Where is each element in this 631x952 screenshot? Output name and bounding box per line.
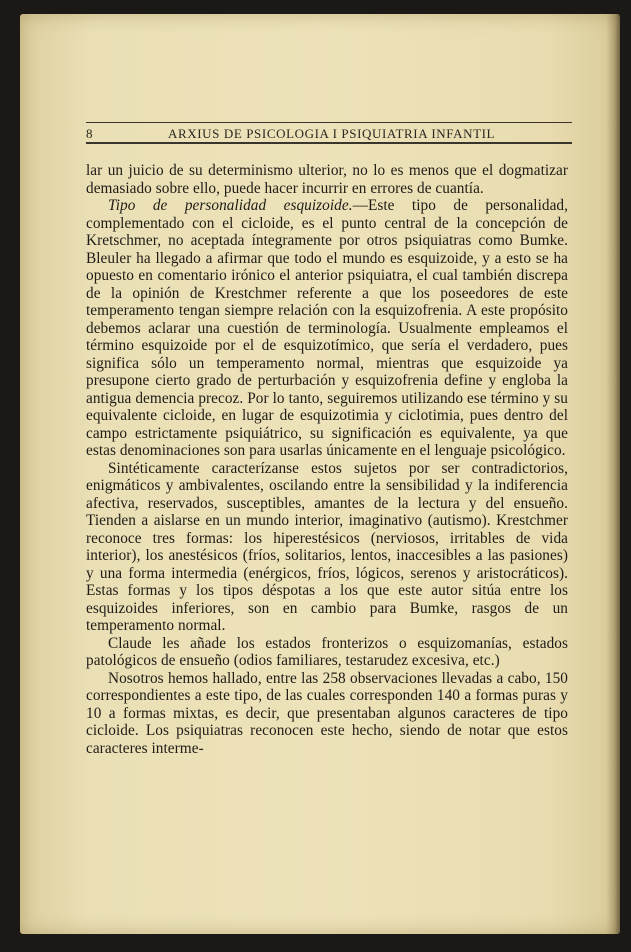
paragraph-1 <box>86 162 568 197</box>
running-header <box>86 122 572 144</box>
body-text <box>86 162 568 757</box>
paragraph-5-text: Nosotros hemos hallado, entre las 258 observaciones llevadas a cabo, 150 correspondientes a este tipo, de las cuales corresponden 140 a formas puras y 10 a formas mixtas, es decir, que presentaban algunos caracteres de tipo cicloide. Los psiquiatras reconocen este hecho, siendo de notar que estos caracteres interme- <box>86 669 568 757</box>
section-heading: Tipo de personalidad esquizoide. <box>108 197 353 214</box>
running-title: ARXIUS DE PSICOLOGIA I PSIQUIATRIA INFANTIL <box>168 126 496 141</box>
header-bottom-rule <box>86 142 572 144</box>
paragraph-2-text: —Este tipo de personalidad, complementado con el cicloide, es el punto central de la concepción de Kretschmer, no aceptada íntegramente por otros psiquiatras como Bumke. Bleuler ha llegado a afirmar que todo el mundo es esquizoide, y a esto se ha opuesto en comentario irónico el anterior psiquiatra, el cual también discrepa de la opinión de Krestchmer referente a que los poseedores de este temperamento tengan siempre relación con la esquizofrenia. A este propósito debemos aclarar una cuestión de terminología. Usualmente empleamos el término esquizoide por el de esquizotímico, que sería el verdadero, pues significa sólo un temperamento normal, mientras que esquizoide ya presupone cierto grado de perturbación y esquizofrenia define y engloba la antigua demencia precoz. Por lo tanto, seguiremos utilizando ese término y su equivalente cicloide, en lugar de esquizotimia y ciclotimia, pues dentro del campo estrictamente psiquiátrico, su significación es equivalente, ya que estas denominaciones son para usarlas únicamente en el lenguaje psicológico. <box>86 197 568 459</box>
page-spine-shadow <box>606 14 620 934</box>
header-top-rule <box>86 122 572 123</box>
paragraph-5 <box>86 670 568 758</box>
paragraph-1-text: lar un juicio de su determinismo ulterior, no lo es menos que el dogmatizar demasiado sobre ello, puede hacer incurrir en errores de cuantía. <box>86 162 568 197</box>
paragraph-4-text: Claude les añade los estados fronterizos o esquizomanías, estados patológicos de ensueño (odios familiares, testarudez excesiva, etc.) <box>86 634 568 669</box>
paragraph-3 <box>86 460 568 635</box>
page-number: 8 <box>86 126 93 141</box>
paragraph-4 <box>86 635 568 670</box>
paragraph-3-text: Sintéticamente caracterízanse estos sujetos por ser contradictorios, enigmáticos y ambivalentes, oscilando entre la sensibilidad y la indiferencia afectiva, reservados, susceptibles, amantes de la lectura y del ensueño. Tienden a aislarse en un mundo interior, imaginativo (autismo). Krestchmer reconoce tres formas: los hiperestésicos (nerviosos, irritables de vida interior), los anestésicos (fríos, solitarios, lentos, inaccesibles a las pasiones) y una forma intermedia (enérgicos, fríos, lógicos, serenos y aristocráticos). Estas formas y los tipos déspotas a los que este autor sitúa entre los esquizoides inferiores, son en cambio para Bumke, rasgos de un temperamento normal. <box>86 459 568 634</box>
paragraph-2 <box>86 197 568 460</box>
